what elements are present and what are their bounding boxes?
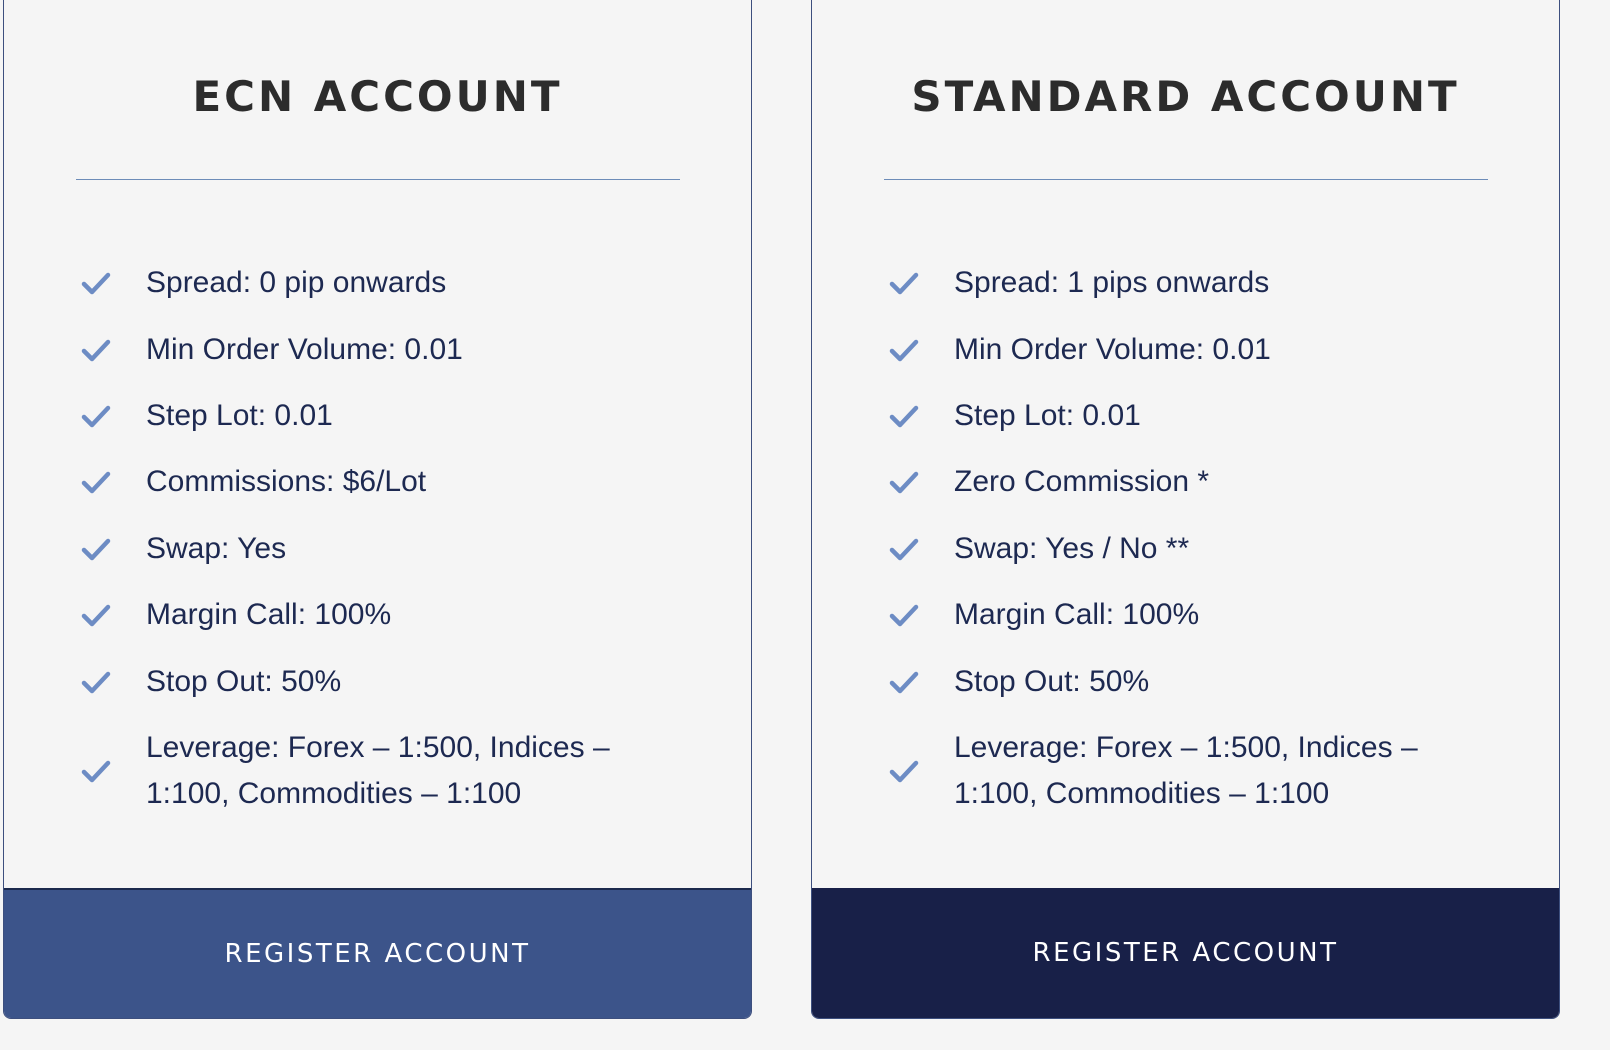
- standard-account-card: [811, 0, 1560, 1019]
- check-icon: [888, 466, 920, 498]
- feature-text: Stop Out: 50%: [146, 664, 342, 698]
- feature-text: Swap: Yes / No **: [954, 531, 1190, 565]
- feature-item: [4, 316, 751, 382]
- feature-item: [812, 383, 1559, 449]
- check-icon: [80, 400, 112, 432]
- feature-item: [812, 648, 1559, 714]
- ecn-account-card: [3, 0, 752, 1019]
- check-icon: [80, 599, 112, 631]
- feature-text: Step Lot: 0.01: [954, 398, 1141, 432]
- title-divider: [884, 179, 1488, 180]
- feature-text: Commissions: $6/Lot: [146, 465, 427, 499]
- feature-text: Step Lot: 0.01: [146, 398, 333, 432]
- ecn-account-title: ECN ACCOUNT: [192, 72, 563, 121]
- check-icon: [80, 466, 112, 498]
- feature-text: Margin Call: 100%: [954, 598, 1200, 632]
- feature-item: [4, 715, 751, 827]
- check-icon: [80, 267, 112, 299]
- check-icon: [80, 755, 112, 787]
- feature-text: Zero Commission *: [954, 465, 1210, 499]
- feature-item: [4, 516, 751, 582]
- feature-text: Leverage: Forex – 1:500, Indices – 1:100, Commodities – 1:100: [146, 730, 610, 810]
- feature-item: [812, 316, 1559, 382]
- check-icon: [888, 599, 920, 631]
- feature-item: [4, 648, 751, 714]
- feature-item: [812, 250, 1559, 316]
- feature-item: [812, 715, 1559, 827]
- feature-text: Leverage: Forex – 1:500, Indices – 1:100, Commodities – 1:100: [954, 730, 1418, 810]
- standard-register-account-button[interactable]: REGISTER ACCOUNT: [811, 888, 1560, 1018]
- ecn-feature-list: [4, 250, 751, 827]
- check-icon: [888, 666, 920, 698]
- check-icon: [888, 533, 920, 565]
- feature-text: Min Order Volume: 0.01: [954, 332, 1271, 366]
- feature-item: [4, 449, 751, 515]
- feature-text: Min Order Volume: 0.01: [146, 332, 463, 366]
- check-icon: [888, 400, 920, 432]
- standard-account-title: STANDARD ACCOUNT: [911, 72, 1460, 121]
- feature-text: Spread: 0 pip onwards: [146, 266, 447, 300]
- feature-item: [812, 582, 1559, 648]
- standard-feature-list: [812, 250, 1559, 827]
- title-divider: [76, 179, 680, 180]
- feature-item: [812, 449, 1559, 515]
- check-icon: [888, 267, 920, 299]
- feature-item: [4, 383, 751, 449]
- feature-item: [812, 516, 1559, 582]
- feature-item: [4, 582, 751, 648]
- check-icon: [80, 334, 112, 366]
- feature-text: Margin Call: 100%: [146, 598, 392, 632]
- feature-text: Spread: 1 pips onwards: [954, 266, 1270, 300]
- check-icon: [80, 666, 112, 698]
- feature-item: [4, 250, 751, 316]
- feature-text: Swap: Yes: [146, 531, 287, 565]
- feature-text: Stop Out: 50%: [954, 664, 1150, 698]
- check-icon: [888, 334, 920, 366]
- check-icon: [80, 533, 112, 565]
- check-icon: [888, 755, 920, 787]
- ecn-register-account-button[interactable]: REGISTER ACCOUNT: [3, 888, 752, 1018]
